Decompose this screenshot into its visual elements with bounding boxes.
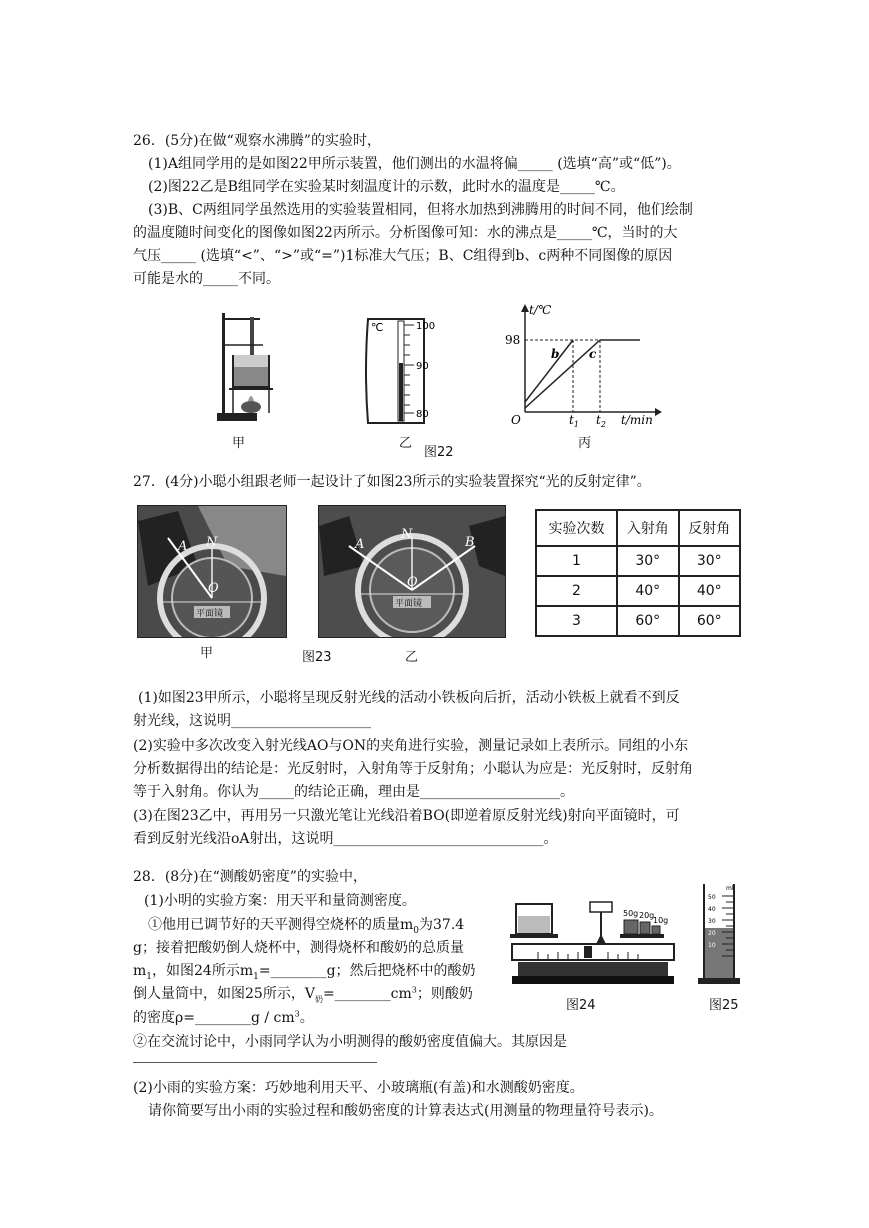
graph-line-c-label: c <box>589 347 597 361</box>
table-cell: 60° <box>617 606 678 636</box>
q26-title: 26．(5分)在做“观察水沸腾”的实验时， <box>133 133 381 149</box>
fig22-sub-jia: 甲 <box>232 436 246 451</box>
graph-t2-base: t <box>596 413 601 427</box>
q28-p2d-text: 倒人量筒中，如图25所示，V <box>133 986 315 1002</box>
reflection-photo-yi-drawing <box>319 506 505 637</box>
table-header-cell: 实验次数 <box>536 510 617 546</box>
q28-part2: (2)小雨的实验方案：巧妙地利用天平、小玻璃瓶(有盖)和水测酸奶密度。 <box>133 1080 584 1096</box>
q27-part3-line1: (3)在图23乙中，再用另一只激光笔让光线沿着BO(即逆着原反射光线)射向平面镜时，可 <box>133 808 680 824</box>
fig23-sub-jia: 甲 <box>200 646 214 661</box>
cylinder-tick-20: 20 <box>708 930 716 937</box>
table-cell: 40° <box>617 576 678 606</box>
table-row <box>536 576 740 606</box>
q28-part1-line2: g；接着把酸奶倒人烧杯中，测得烧杯和酸奶的总质量 <box>133 940 464 956</box>
q28-p2c-sub2: 1 <box>253 971 259 982</box>
q28-p2d-sub: 奶 <box>314 994 323 1004</box>
graph-t2-sub: 2 <box>600 420 606 429</box>
jia-label-n: N <box>206 535 218 550</box>
boiling-apparatus-diagram <box>205 305 285 425</box>
jia-label-a: A <box>178 539 188 554</box>
table-header-row <box>536 510 740 546</box>
q28-p2d-end: =________cm <box>322 986 412 1002</box>
graduated-cylinder-diagram <box>696 880 746 990</box>
reflection-data-table <box>535 509 741 637</box>
q28-part2-instruction: 请你简要写出小雨的实验过程和酸奶密度的计算表达式(用测量的物理量符号表示)。 <box>148 1103 663 1119</box>
q28-p2a-sub: 0 <box>413 925 420 936</box>
cylinder-unit: ml <box>726 885 734 892</box>
q28-p2d-sup: 3 <box>411 985 417 995</box>
q27-part1-line2: 射光线，这说明____________________ <box>133 713 371 729</box>
weight-10g: 10g <box>653 916 669 925</box>
q26-part3-line2: 的温度随时间变化的图像如图22丙所示。分析图像可知：水的沸点是_____℃，当时的大 <box>133 225 678 241</box>
thermometer-tick-80: 80 <box>416 409 429 420</box>
q28-p2c-m: m <box>133 963 147 979</box>
q26-part3-line3: 气压_____ (选填“<”、“>”或“=”)1标准大气压；B、C组得到b、c两种不同图像的原因 <box>133 248 673 264</box>
q27-part1-line1: (1)如图23甲所示，小聪将呈现反射光线的活动小铁板向后折，活动小铁板上就看不到反 <box>138 690 680 706</box>
answer-line <box>133 1062 377 1063</box>
thermometer-tick-100: 100 <box>416 321 436 332</box>
fig25-caption: 图25 <box>709 998 739 1013</box>
q28-p2d-tail: ；则酸奶 <box>416 986 473 1002</box>
table-cell: 60° <box>679 606 741 636</box>
q28-p2c-end: =________g；然后把烧杯中的酸奶 <box>258 963 476 979</box>
graph-t2-label <box>596 413 606 429</box>
q27-part2-line3: 等于入射角。你认为_____的结论正确，理由是____________________。 <box>133 784 574 800</box>
table-header-cell: 入射角 <box>617 510 678 546</box>
cylinder-tick-10: 10 <box>708 942 716 949</box>
table-cell: 40° <box>679 576 741 606</box>
q26-part3-line1: (3)B、C两组同学虽然选用的实验装置相同，但将水加热到沸腾用的时间不同，他们绘制 <box>148 202 693 218</box>
jia-mirror-label: 平面镜 <box>196 609 224 619</box>
q27-part3-line2: 看到反射光线沿oA射出，这说明______________________________。 <box>133 831 558 847</box>
table-row <box>536 606 740 636</box>
fig22-sub-bing: 丙 <box>578 436 592 451</box>
table-cell: 3 <box>536 606 617 636</box>
q28-part1-line6: ②在交流讨论中，小雨同学认为小明测得的酸奶密度值偏大。其原因是 <box>133 1034 567 1050</box>
fig24-caption: 图24 <box>566 998 596 1013</box>
q26-part3-line4: 可能是水的_____不同。 <box>133 271 280 287</box>
q28-part1-line5 <box>133 1007 314 1027</box>
q28-p2c-text: ，如图24所示m <box>152 963 254 979</box>
table-row <box>536 546 740 576</box>
table-cell: 1 <box>536 546 617 576</box>
graph-origin: O <box>511 413 521 427</box>
thermometer-unit: ℃ <box>371 321 384 334</box>
reflection-photo-jia-drawing <box>138 506 286 637</box>
graph-t1-base: t <box>569 413 574 427</box>
graph-line-b-label: b <box>551 347 560 361</box>
table-header-cell: 反射角 <box>679 510 741 546</box>
fig23-caption: 图23 <box>302 650 332 665</box>
yi-label-n: N <box>401 527 413 542</box>
table-cell: 30° <box>617 546 678 576</box>
q28-p2a-end: 为37.4 <box>419 917 465 933</box>
fig22-caption: 图22 <box>424 445 454 460</box>
yi-label-a: A <box>355 537 365 552</box>
weight-50g: 50g <box>623 909 639 918</box>
reflection-photo-yi <box>318 505 506 638</box>
q28-part1: (1)小明的实验方案：用天平和量筒测密度。 <box>144 893 416 909</box>
cylinder-tick-50: 50 <box>708 894 716 901</box>
reflection-photo-jia <box>137 505 287 638</box>
q28-part1-line4 <box>133 983 473 1005</box>
q26-part2: (2)图22乙是B组同学在实验某时刻温度计的示数，此时水的温度是_____℃。 <box>148 179 625 195</box>
fig22-sub-yi: 乙 <box>399 436 413 451</box>
q28-p2c-sub: 1 <box>146 971 153 982</box>
q28-part1-line3 <box>133 960 476 982</box>
q28-part1-line1 <box>148 914 464 936</box>
q28-p2e-sup: 3 <box>294 1009 300 1019</box>
yi-mirror-label: 平面镜 <box>395 599 423 609</box>
thermometer-diagram <box>362 311 442 427</box>
table-cell: 2 <box>536 576 617 606</box>
graph-x-label: t/min <box>621 413 653 427</box>
graph-boiling-value: 98 <box>505 333 521 347</box>
q27-title: 27．(4分)小聪小组跟老师一起设计了如图23所示的实验装置探究“光的反射定律”。 <box>133 474 651 490</box>
graph-t1-label <box>569 413 579 429</box>
q28-p2a-text: ①他用已调节好的天平测得空烧杯的质量m <box>148 917 414 933</box>
thermometer-tick-90: 90 <box>416 361 429 372</box>
q27-part2-line1: (2)实验中多次改变入射光线AO与ON的夹角进行实验，测量记录如上表所示。同组的小东 <box>133 738 689 754</box>
cylinder-tick-30: 30 <box>708 918 716 925</box>
q28-title: 28．(8分)在“测酸奶密度”的实验中， <box>133 869 367 885</box>
temperature-time-graph <box>505 300 665 430</box>
q28-p2e-end: 。 <box>299 1010 314 1026</box>
balance-diagram <box>508 892 678 992</box>
yi-label-o: O <box>407 575 418 590</box>
jia-label-o: O <box>208 581 219 596</box>
q28-p2e-text: 的密度ρ=________g / cm <box>133 1010 295 1026</box>
weight-20g: 20g <box>639 911 655 920</box>
table-cell: 30° <box>679 546 741 576</box>
graph-t1-sub: 1 <box>573 420 579 429</box>
q26-part1: (1)A组同学用的是如图22甲所示装置，他们测出的水温将偏_____ (选填“高”或“低”)。 <box>148 156 681 172</box>
fig23-sub-yi: 乙 <box>405 650 419 665</box>
cylinder-tick-40: 40 <box>708 906 716 913</box>
graph-y-label: t/℃ <box>529 303 552 317</box>
q27-part2-line2: 分析数据得出的结论是：光反射时，入射角等于反射角；小聪认为应是：光反射时，反射角 <box>133 761 693 777</box>
yi-label-b: B <box>465 535 475 550</box>
